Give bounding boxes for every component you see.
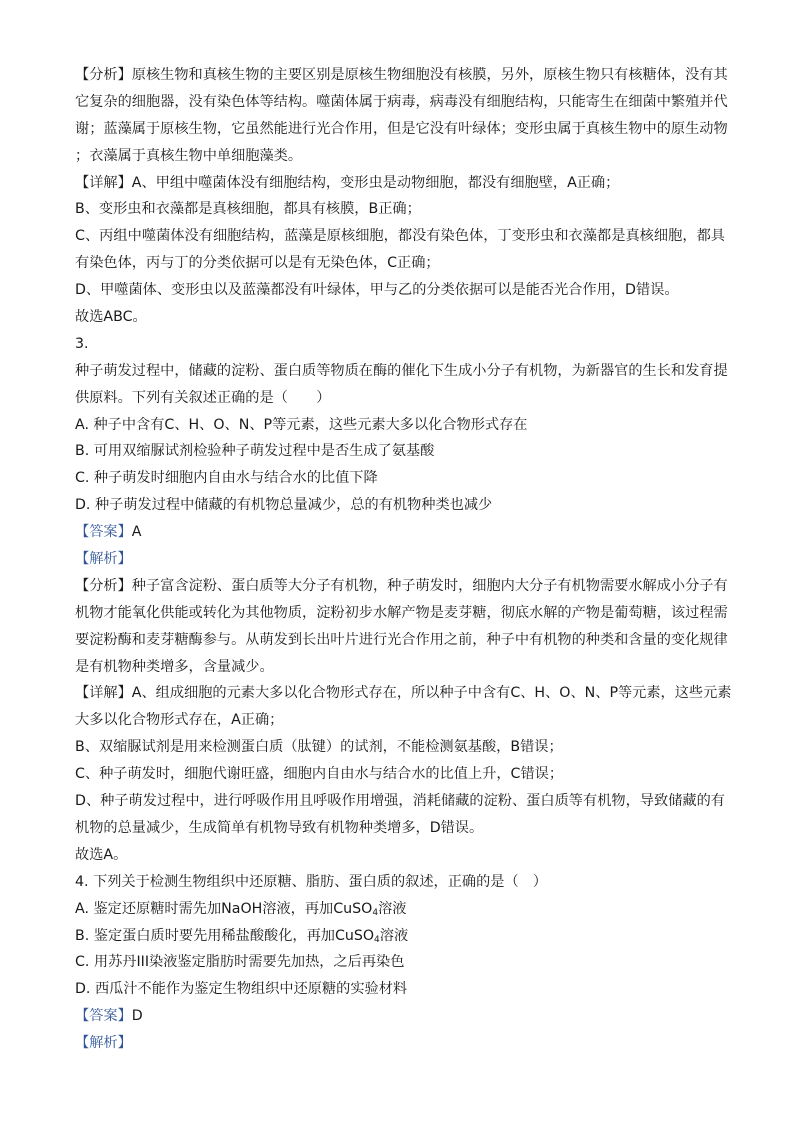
q4-option-d: D. 西瓜汁不能作为鉴定生物组织中还原糖的实验材料: [75, 981, 408, 998]
q3-option-d: D. 种子萌发过程中储藏的有机物总量减少，总的有机物种类也减少: [75, 497, 493, 514]
answer-value: D: [131, 1008, 143, 1025]
q2-detail-line: 【详解】A、甲组中噬菌体没有细胞结构，变形虫是动物细胞，都没有细胞壁，A正确；: [75, 174, 620, 191]
q2-analysis-line: 它复杂的细胞器，没有染色体等结构。噬菌体属于病毒，病毒没有细胞结构，只能寄生在细菌中繁殖并代: [75, 93, 728, 110]
q4-option-c: C. 用苏丹III染液鉴定脂肪时需要先加热，之后再染色: [75, 954, 405, 971]
q2-analysis-line: ；衣藻属于真核生物中单细胞藻类。: [75, 147, 303, 164]
answer-label: 【答案】: [75, 524, 132, 541]
q4-option-a: [75, 896, 725, 923]
q2-detail-line: C、丙组中噬菌体没有细胞结构，蓝藻是原核细胞，都没有染色体，丁变形虫和衣藻都是真核细胞，都具: [75, 228, 725, 245]
q3-number: 3.: [75, 335, 89, 352]
q4-option-a-text: A. 鉴定还原糖时需先加NaOH溶液，再加CuSO: [75, 900, 373, 917]
q3-analysis-line: 要淀粉酶和麦芽糖酶参与。从萌发到长出叶片进行光合作用之前，种子中有机物的种类和含量的变化规律: [75, 631, 728, 648]
q3-stem-line: 种子萌发过程中，储藏的淀粉、蛋白质等物质在酶的催化下生成小分子有机物，为新器官的生长和发育提: [75, 362, 728, 379]
q4-explain-label: 【解析】: [75, 1035, 132, 1052]
q2-analysis-line: 谢；蓝藻属于原核生物，它虽然能进行光合作用，但是它没有叶绿体；变形虫属于真核生物中的原生动物: [75, 120, 728, 137]
q3-detail-line: 大多以化合物形式存在，A正确；: [75, 712, 284, 729]
q3-explain-label: 【解析】: [75, 551, 132, 568]
q4-stem: 4. 下列关于检测生物组织中还原糖、脂肪、蛋白质的叙述，正确的是（ ）: [75, 873, 548, 890]
q3-detail-line: B、双缩脲试剂是用来检测蛋白质（肽键）的试剂，不能检测氨基酸，B错误；: [75, 739, 563, 756]
q2-detail-line: D、甲噬菌体、变形虫以及蓝藻都没有叶绿体，甲与乙的分类依据可以是能否光合作用，D错误。: [75, 282, 679, 299]
q2-detail-line: 有染色体，丙与丁的分类依据可以是有无染色体，C正确；: [75, 255, 440, 272]
q3-analysis-line: 【分析】种子富含淀粉、蛋白质等大分子有机物，种子萌发时，细胞内大分子有机物需要水解成小分子有: [75, 577, 728, 594]
q4-option-b-text: B. 鉴定蛋白质时要先用稀盐酸酸化，再加CuSO: [75, 927, 375, 944]
q3-detail-line: 机物的总量减少，生成简单有机物导致有机物种类增多，D错误。: [75, 819, 484, 836]
q3-analysis-line: 机物才能氧化供能或转化为其他物质，淀粉初步水解产物是麦芽糖，彻底水解的产物是葡萄糖，该过程需: [75, 604, 728, 621]
q3-detail-line: C、种子萌发时，细胞代谢旺盛，细胞内自由水与结合水的比值上升，C错误；: [75, 766, 564, 783]
q2-analysis-line: 【分析】原核生物和真核生物的主要区别是原核生物细胞没有核膜，另外，原核生物只有核糖体，没有其: [75, 67, 728, 83]
subscript: 4: [374, 934, 380, 945]
q3-option-a: A. 种子中含有C、H、O、N、P等元素，这些元素大多以化合物形式存在: [75, 416, 528, 433]
q3-option-c: C. 种子萌发时细胞内自由水与结合水的比值下降: [75, 470, 378, 487]
answer-label: 【答案】: [75, 1008, 132, 1025]
q2-conclusion: 故选ABC。: [75, 309, 147, 326]
subscript: 4: [372, 907, 379, 918]
document-body: [75, 62, 732, 1057]
q3-conclusion: 故选A。: [75, 846, 128, 863]
q3-stem-line: 供原料。下列有关叙述正确的是（ ）: [75, 389, 331, 406]
q3-answer: [75, 519, 725, 546]
q4-option-b-suffix: 溶液: [379, 927, 409, 944]
q4-option-a-suffix: 溶液: [378, 900, 407, 917]
answer-value: A: [131, 524, 142, 541]
q2-detail-line: B、变形虫和衣藻都是真核细胞，都具有核膜，B正确；: [75, 201, 421, 218]
q3-detail-line: D、种子萌发过程中，进行呼吸作用且呼吸作用增强，消耗储藏的淀粉、蛋白质等有机物，导致储藏的有: [75, 793, 725, 810]
q3-option-b: B. 可用双缩脲试剂检验种子萌发过程中是否生成了氨基酸: [75, 443, 435, 460]
q3-analysis-line: 是有机物种类增多，含量减少。: [75, 658, 274, 675]
q4-option-b: [75, 923, 725, 950]
q4-answer: [75, 1003, 725, 1030]
q3-detail-line: 【详解】A、组成细胞的元素大多以化合物形式存在，所以种子中含有C、H、O、N、P等元素，这些元素: [75, 685, 732, 702]
